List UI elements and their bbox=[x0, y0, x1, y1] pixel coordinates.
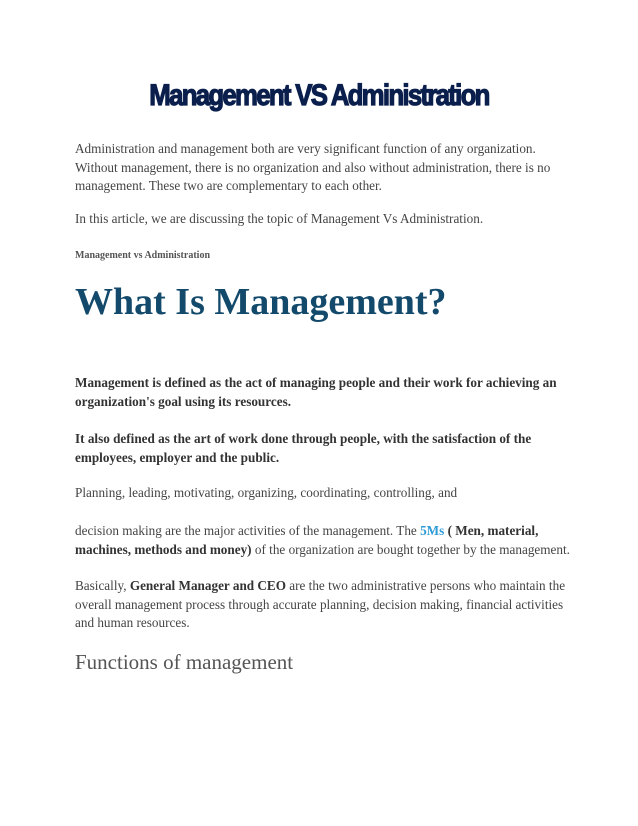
five-ms-text-post: of the organization are bought together by the management. bbox=[251, 541, 570, 557]
article-paragraph: In this article, we are discussing the topic of Management Vs Administration. bbox=[75, 211, 484, 226]
five-ms-text-pre: decision making are the major activities of the management. The bbox=[75, 523, 421, 538]
document-title: Management VS Administration bbox=[149, 79, 489, 112]
five-ms-paragraph bbox=[75, 522, 575, 559]
intro-paragraph: Administration and management both are very significant function of any organization. Without management, there is no organization and also without administration, there is no management. These two are complementary to each other. bbox=[75, 141, 551, 193]
basically-bold: General Manager and CEO bbox=[129, 578, 286, 593]
basically-text-post: are the two administrative persons who maintain the overall management process through accurate planning, decision making, financial activities and human resources. bbox=[75, 578, 566, 630]
definition-paragraph-2: It also defined as the art of work done through people, with the satisfaction of the employees, employer and the public. bbox=[75, 431, 532, 465]
image-caption: Management vs Administration bbox=[75, 250, 210, 261]
five-ms-link[interactable]: 5Ms bbox=[420, 523, 445, 538]
definition-paragraph-1: Management is defined as the act of managing people and their work for achieving an organization's goal using its resources. bbox=[75, 375, 557, 409]
activities-paragraph: Planning, leading, motivating, organizing, coordinating, controlling, and bbox=[75, 485, 458, 500]
heading-what-is-management: What Is Management? bbox=[75, 281, 447, 323]
basically-text-pre: Basically, bbox=[75, 578, 130, 593]
five-ms-bold: ( Men, material, machines, methods and money) bbox=[75, 523, 539, 557]
heading-functions: Functions of management bbox=[75, 650, 294, 674]
basically-paragraph bbox=[75, 577, 575, 633]
